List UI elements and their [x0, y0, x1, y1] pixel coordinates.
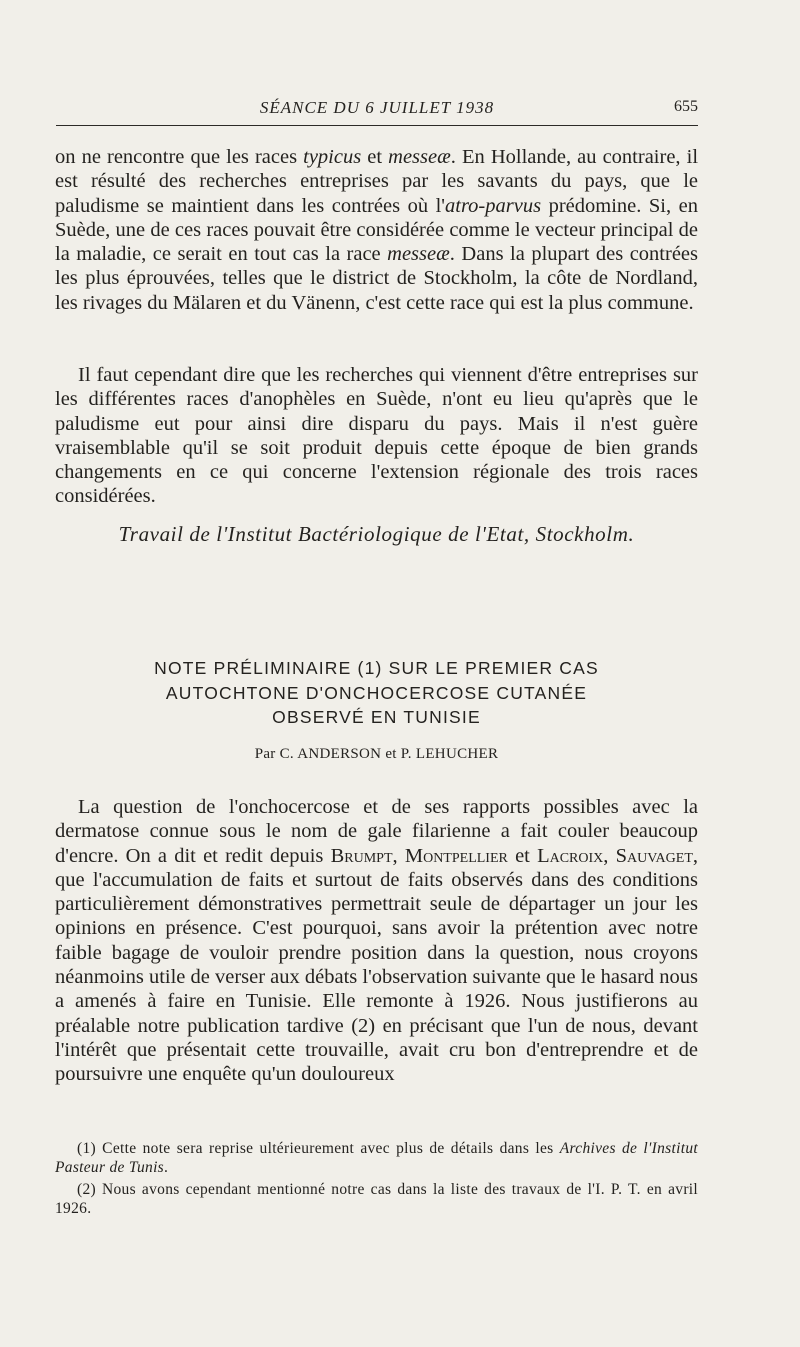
header-rule	[56, 125, 698, 126]
intro-text-6: . Dans la plupart des contrées les plus éprouvées, telles que le district de Stockholm, la côte de Nordland, les rivages du Mälaren et du Vänenn, c'est cette race qui est la plus commune.	[55, 243, 698, 314]
running-head-title: SÉANCE DU 6 JUILLET 1938	[259, 98, 495, 117]
intro-text-3: . En Hollande, au contraire, il est résulté des recherches entreprises par les savants du pays, que le paludisme se maintient dans les contrées où	[55, 146, 699, 217]
intro-italic-atroparvus: atro-parvus	[445, 194, 542, 217]
note-title-line-2: AUTOCHTONE D'ONCHOCERCOSE CUTANÉE	[165, 682, 588, 703]
author-name-lacroix: Lacroix	[537, 844, 604, 867]
institution-credit: Travail de l'Institut Bactériologique de l'Etat, Stockholm.	[118, 522, 635, 546]
running-head	[56, 96, 698, 120]
paragraph-2: Il faut cependant dire que les recherches qui viennent d'être entreprises sur les différentes races d'anophèles en Suède, n'ont eu lieu qu'après que le paludisme eut pour ainsi dire disparu du pays. Mais il n'est guère vraisemblable qu'il se soit produit depuis cette époque de bien grands changements en ce qui concerne l'extension régionale des trois races considérées.	[55, 364, 698, 508]
p3-text-2: ,	[392, 844, 405, 867]
intro-italic-messeae: messeæ	[388, 146, 451, 168]
author-byline: Par C. ANDERSON et P. LEHUCHER	[254, 746, 499, 762]
note-title-line-3: OBSERVÉ EN TUNISIE	[272, 707, 481, 727]
author-name-sauvaget: Sauvaget	[615, 844, 693, 867]
footnote-2: (2) Nous avons cependant mentionné notre cas dans la liste des travaux de l'I. P. T. en avril 1926.	[55, 1181, 698, 1217]
p3-text-1: La question de l'onchocercose et de ses rapports possibles avec la dermatose connue sous le nom de gale filarienne a fait couler beaucoup d'encre. On a dit et redit depuis	[55, 796, 698, 867]
author-name-brumpt: Brumpt	[330, 844, 393, 867]
footnote-1-journal: Archives de l'Institut Pasteur de Tunis	[55, 1140, 698, 1176]
p3-text-4: ,	[603, 844, 616, 867]
intro-italic-messeae-2: messeæ	[387, 243, 450, 266]
note-title-line-1: NOTE PRÉLIMINAIRE (1) SUR LE PREMIER CAS	[154, 658, 599, 678]
p3-text-3: et	[507, 844, 538, 867]
intro-text-5: prédomine. Si, en Suède, une de ces races pouvait être considérée comme le vecteur principal de la maladie, ce serait en tout cas la race	[55, 194, 698, 266]
author-name-montpellier: Montpellier	[404, 844, 508, 867]
footnote-1-end: .	[164, 1159, 169, 1176]
intro-paragraph	[55, 145, 698, 315]
footnote-1-text: (1) Cette note sera reprise ultérieurement avec plus de détails dans les	[77, 1140, 560, 1157]
p3-text-5: , que l'accumulation de faits et surtout de faits observés dans des conditions particulièrement démonstratives permettrait seule de départager un jour les opinions en présence. C'est pourquoi, sans avoir la prétention avec notre faible bagage de vouloir prendre position dans la question, nous croyons néanmoins utile de verser aux débats l'observation suivante que le hasard nous a amenés à faire en Tunisie. Elle remonte à 1926. Nous justifierons au préalable notre publication tardive (2) en précisant que l'un de nous, devant l'intérêt que présentait cette trouvaille, avait cru bon d'entreprendre et de poursuivre une enquête qu'un douloureux	[55, 844, 699, 1086]
intro-text-1: on ne rencontre que les races	[55, 146, 304, 168]
page-number: 655	[674, 98, 698, 115]
intro-italic-typicus: typicus	[303, 146, 362, 168]
paragraph-3	[55, 795, 698, 1087]
note-title	[55, 656, 698, 730]
intro-text-4: l'	[435, 194, 445, 217]
footnote-1	[55, 1139, 698, 1177]
intro-text-2: et	[361, 146, 389, 168]
